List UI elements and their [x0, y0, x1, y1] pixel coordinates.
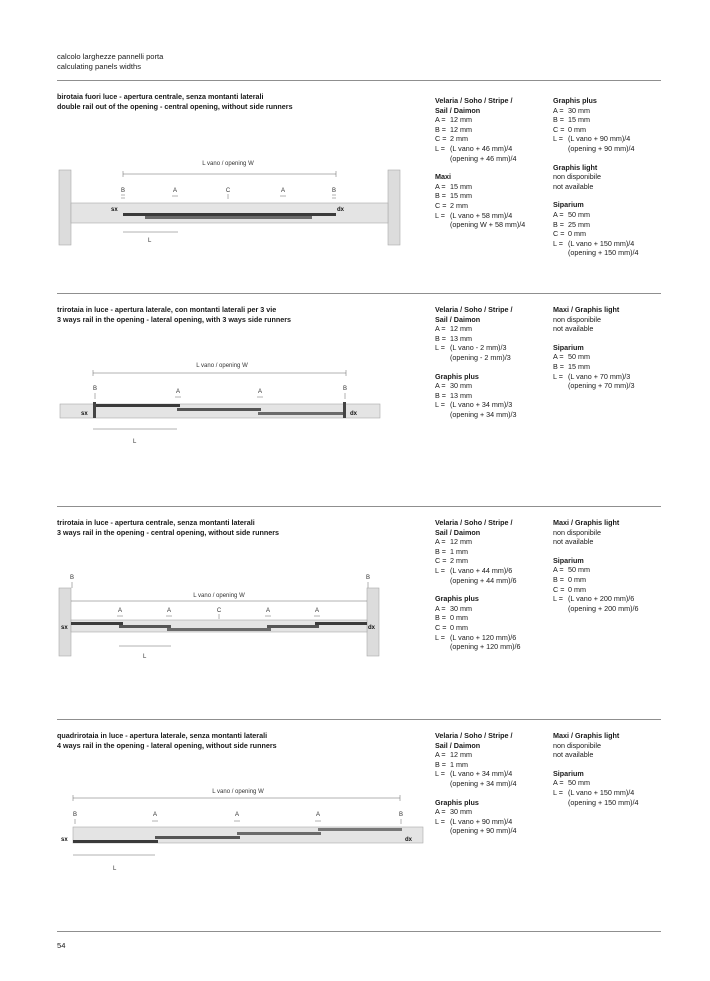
- spec-row: [553, 585, 639, 595]
- spec-value: 15 mm: [568, 115, 590, 125]
- page-title-en: calculating panels widths: [57, 61, 142, 71]
- spec-value: 0 mm: [568, 229, 586, 239]
- spec-group-title: Sail / Daimon: [435, 740, 481, 750]
- spec-value: (L vano + 90 mm)/4: [568, 134, 631, 144]
- spec-value: 50 mm: [568, 778, 590, 788]
- spec-row: [435, 817, 517, 827]
- spec-value-continuation: (opening + 90 mm)/4: [568, 143, 635, 153]
- panel-width-label: L: [148, 238, 152, 244]
- left-jamb: [59, 588, 71, 656]
- spec-key: B =: [435, 390, 446, 400]
- left-side-label: sx: [111, 207, 118, 213]
- spec-key: B =: [553, 574, 564, 584]
- spec-row: [435, 633, 521, 643]
- marker-b: B: [120, 188, 126, 194]
- spec-value: 0 mm: [450, 613, 468, 623]
- spec-note: non disponibile: [553, 172, 601, 182]
- spec-value: 15 mm: [450, 191, 472, 201]
- spec-value-continuation: (opening + 150 mm)/4: [568, 797, 639, 807]
- opening-width-label: L vano / opening W: [196, 363, 248, 369]
- marker-b: B: [331, 188, 337, 194]
- section-title-it: quadrirotaia in luce - apertura laterale, senza montanti laterali: [57, 731, 268, 740]
- opening-width-label: L vano / opening W: [193, 593, 245, 599]
- right-jamb: [388, 170, 400, 245]
- spec-value: (L vano + 58 mm)/4: [450, 210, 513, 220]
- spec-row: [435, 760, 517, 770]
- spec-value: 0 mm: [568, 584, 586, 594]
- marker-a: A: [280, 188, 286, 194]
- section-title-it: trirotaia in luce - apertura centrale, senza montanti laterali: [57, 518, 255, 527]
- spec-group-title: Maxi / Graphis light: [553, 518, 620, 527]
- section-title-it: birotaia fuori luce - apertura centrale, senza montanti laterali: [57, 92, 264, 101]
- spec-value: (L vano + 120 mm)/6: [450, 632, 517, 642]
- door-panel: [145, 216, 230, 219]
- spec-key: A =: [553, 778, 564, 788]
- spec-value-continuation: (opening + 90 mm)/4: [450, 826, 517, 836]
- spec-group-title: Sail / Daimon: [435, 105, 481, 115]
- spec-row: [553, 115, 639, 125]
- left-side-label: sx: [81, 411, 88, 417]
- panel-width-label: L: [113, 866, 117, 872]
- marker-a: A: [234, 812, 240, 818]
- spec-key: L =: [553, 238, 563, 248]
- spec-value: 30 mm: [450, 381, 472, 391]
- spec-value: 30 mm: [450, 603, 472, 613]
- spec-row: [435, 134, 525, 144]
- spec-group-title: Velaria / Soho / Stripe /: [435, 731, 513, 740]
- spec-key: L =: [435, 143, 445, 153]
- spec-note: not available: [553, 324, 594, 334]
- marker-c: C: [225, 188, 231, 194]
- spec-row: [553, 125, 639, 135]
- right-jamb: [367, 588, 379, 656]
- spec-key: A =: [435, 537, 446, 547]
- spec-group-title: Maxi: [435, 172, 451, 182]
- spec-value-continuation: (opening W + 58 mm)/4: [450, 220, 526, 230]
- spec-key: L =: [435, 400, 445, 410]
- door-panel: [230, 216, 312, 219]
- spec-group-title: Velaria / Soho / Stripe /: [435, 96, 513, 105]
- marker-a: A: [257, 389, 263, 395]
- rail-diagram: [55, 358, 385, 453]
- spec-row: [435, 613, 521, 623]
- spec-value-continuation: (opening + 120 mm)/6: [450, 642, 521, 652]
- spec-group-title: Graphis plus: [553, 96, 597, 105]
- spec-key: C =: [435, 556, 447, 566]
- spec-key: A =: [553, 352, 564, 362]
- spec-group: [553, 305, 635, 334]
- spec-column: [435, 731, 517, 845]
- spec-key: L =: [553, 787, 563, 797]
- spec-note: not available: [553, 181, 594, 191]
- spec-row: [435, 807, 517, 817]
- spec-row: [435, 400, 517, 410]
- spec-key: B =: [435, 333, 446, 343]
- spec-value: 2 mm: [450, 556, 468, 566]
- marker-b: B: [365, 575, 371, 581]
- spec-group: [435, 172, 525, 230]
- spec-value: (L vano + 44 mm)/6: [450, 565, 513, 575]
- spec-column: [553, 731, 639, 816]
- spec-value: 15 mm: [568, 361, 590, 371]
- marker-b: B: [342, 386, 348, 392]
- spec-row: [553, 565, 639, 575]
- door-panel: [119, 625, 171, 628]
- spec-group-title: Sail / Daimon: [435, 527, 481, 537]
- spec-key: L =: [553, 594, 563, 604]
- spec-value-continuation: (opening + 70 mm)/3: [568, 381, 635, 391]
- opening-width-label: L vano / opening W: [202, 161, 254, 167]
- left-side-label: sx: [61, 837, 68, 843]
- spec-group-title: Siparium: [553, 200, 584, 210]
- left-jamb: [59, 170, 71, 245]
- spec-row: [435, 324, 517, 334]
- spec-value: (L vano + 46 mm)/4: [450, 143, 513, 153]
- spec-row: [553, 239, 639, 249]
- spec-value-continuation: (opening + 34 mm)/4: [450, 778, 517, 788]
- spec-value: 0 mm: [450, 622, 468, 632]
- right-side-label: dx: [350, 411, 358, 417]
- spec-key: B =: [435, 124, 446, 134]
- spec-value: 25 mm: [568, 219, 590, 229]
- spec-key: A =: [435, 324, 446, 334]
- panel-width-label: L: [143, 654, 147, 660]
- section-title-en: double rail out of the opening - central opening, without side runners: [57, 101, 293, 111]
- panel-width-label: L: [133, 439, 137, 445]
- door-panel: [123, 213, 230, 216]
- section-title-en: 3 ways rail in the opening - lateral opening, with 3 ways side runners: [57, 314, 292, 324]
- spec-note: not available: [553, 750, 594, 760]
- spec-key: B =: [435, 759, 446, 769]
- spec-group: [435, 372, 517, 420]
- door-panel: [258, 412, 343, 415]
- spec-value: (L vano + 70 mm)/3: [568, 371, 631, 381]
- section-title: [57, 518, 279, 537]
- spec-key: L =: [435, 816, 445, 826]
- spec-row: [553, 372, 635, 382]
- spec-value-continuation: (opening + 46 mm)/4: [450, 153, 517, 163]
- section-title-en: 4 ways rail in the opening - lateral opening, without side runners: [57, 740, 277, 750]
- spec-value: 12 mm: [450, 324, 472, 334]
- spec-row: [435, 334, 517, 344]
- spec-group: [553, 200, 639, 258]
- door-panel: [73, 840, 158, 843]
- spec-group-title: Graphis plus: [435, 594, 479, 604]
- spec-row: [553, 362, 635, 372]
- marker-a: A: [315, 812, 321, 818]
- spec-row: [435, 547, 521, 557]
- spec-key: C =: [435, 200, 447, 210]
- marker-a: A: [172, 188, 178, 194]
- marker-a: A: [175, 389, 181, 395]
- door-panel: [267, 625, 319, 628]
- spec-row: [435, 556, 521, 566]
- spec-row: [435, 115, 525, 125]
- spec-row: [435, 201, 525, 211]
- spec-key: L =: [435, 632, 445, 642]
- spec-row: [435, 191, 525, 201]
- spec-value: (L vano + 150 mm)/4: [568, 787, 635, 797]
- spec-row: [553, 229, 639, 239]
- spec-row: [435, 537, 521, 547]
- marker-a: A: [166, 608, 172, 614]
- spec-group: [435, 518, 521, 585]
- spec-value: 12 mm: [450, 124, 472, 134]
- spec-value: (L vano + 34 mm)/4: [450, 769, 513, 779]
- spec-row: [435, 769, 517, 779]
- spec-value: 12 mm: [450, 750, 472, 760]
- spec-group: [435, 798, 517, 836]
- spec-column: [435, 305, 517, 429]
- spec-group: [553, 96, 639, 154]
- left-side-label: sx: [61, 625, 68, 631]
- spec-row: [435, 623, 521, 633]
- spec-key: L =: [435, 565, 445, 575]
- spec-key: A =: [435, 115, 446, 125]
- marker-a: A: [265, 608, 271, 614]
- spec-value: (L vano + 150 mm)/4: [568, 238, 635, 248]
- section-rule: [57, 506, 661, 507]
- spec-group: [553, 518, 639, 547]
- spec-note: not available: [553, 537, 594, 547]
- spec-row: [435, 750, 517, 760]
- spec-group-title: Velaria / Soho / Stripe /: [435, 305, 513, 314]
- spec-column: [553, 518, 639, 622]
- spec-row: [553, 575, 639, 585]
- spec-key: A =: [435, 381, 446, 391]
- spec-key: B =: [553, 361, 564, 371]
- marker-b: B: [398, 812, 404, 818]
- right-side-label: dx: [368, 625, 376, 631]
- spec-key: L =: [553, 134, 563, 144]
- spec-row: [553, 220, 639, 230]
- spec-value: 30 mm: [568, 105, 590, 115]
- spec-column: [553, 305, 635, 400]
- spec-key: L =: [553, 371, 563, 381]
- spec-value: 0 mm: [568, 124, 586, 134]
- spec-row: [435, 566, 521, 576]
- spec-value-continuation: (opening + 150 mm)/4: [568, 248, 639, 258]
- spec-value: (L vano + 90 mm)/4: [450, 816, 513, 826]
- section-title-it: trirotaia in luce - apertura laterale, con montanti laterali per 3 vie: [57, 305, 277, 314]
- door-panel: [315, 622, 367, 625]
- door-panel: [219, 628, 271, 631]
- spec-key: B =: [435, 613, 446, 623]
- door-panel: [230, 213, 336, 216]
- spec-group-title: Maxi / Graphis light: [553, 305, 620, 314]
- right-side-label: dx: [405, 837, 413, 843]
- spec-row: [553, 778, 639, 788]
- spec-key: B =: [435, 546, 446, 556]
- spec-value-continuation: (opening + 200 mm)/6: [568, 603, 639, 613]
- spec-group-title: Graphis plus: [435, 371, 479, 381]
- spec-group: [553, 163, 639, 192]
- page-title-it: calcolo larghezze pannelli porta: [57, 52, 164, 61]
- spec-key: C =: [553, 584, 565, 594]
- spec-row: [553, 210, 639, 220]
- page-number: 54: [57, 941, 66, 950]
- rail-diagram: [55, 782, 425, 877]
- spec-value: (L vano + 34 mm)/3: [450, 400, 513, 410]
- door-panel: [155, 836, 240, 839]
- spec-group: [553, 556, 639, 614]
- door-panel: [318, 828, 402, 831]
- spec-row: [435, 182, 525, 192]
- spec-group-title: Sail / Daimon: [435, 314, 481, 324]
- spec-key: A =: [553, 209, 564, 219]
- marker-a: A: [117, 608, 123, 614]
- spec-value: 1 mm: [450, 759, 468, 769]
- spec-note: non disponibile: [553, 740, 601, 750]
- marker-b: B: [92, 386, 98, 392]
- marker-a: A: [152, 812, 158, 818]
- side-runner: [343, 402, 346, 418]
- spec-group-title: Siparium: [553, 555, 584, 565]
- spec-key: A =: [435, 807, 446, 817]
- spec-value: (L vano + 200 mm)/6: [568, 594, 635, 604]
- spec-value: 13 mm: [450, 390, 472, 400]
- spec-group-title: Maxi / Graphis light: [553, 731, 620, 740]
- spec-value: 15 mm: [450, 181, 472, 191]
- spec-value: 50 mm: [568, 352, 590, 362]
- section-title: [57, 92, 293, 111]
- section-title: [57, 731, 277, 750]
- marker-c: C: [216, 608, 222, 614]
- spec-value: 2 mm: [450, 134, 468, 144]
- spec-key: C =: [435, 622, 447, 632]
- right-side-label: dx: [337, 207, 345, 213]
- spec-group: [435, 594, 521, 652]
- rail-diagram: [55, 570, 385, 665]
- marker-b: B: [72, 812, 78, 818]
- spec-value: 12 mm: [450, 537, 472, 547]
- page-header: [57, 52, 163, 71]
- door-panel: [96, 404, 180, 407]
- spec-key: A =: [435, 181, 446, 191]
- spec-group-title: Graphis plus: [435, 797, 479, 807]
- spec-row: [435, 144, 525, 154]
- spec-row: [553, 106, 639, 116]
- spec-group-title: Siparium: [553, 342, 584, 352]
- spec-row: [553, 594, 639, 604]
- spec-key: C =: [435, 134, 447, 144]
- marker-a: A: [314, 608, 320, 614]
- spec-key: L =: [435, 343, 445, 353]
- section-title-en: 3 ways rail in the opening - central opening, without side runners: [57, 527, 280, 537]
- spec-value: (L vano - 2 mm)/3: [450, 343, 507, 353]
- spec-group: [553, 731, 639, 760]
- door-panel: [177, 408, 261, 411]
- spec-group: [553, 769, 639, 807]
- spec-row: [435, 604, 521, 614]
- rail-diagram: [55, 155, 395, 250]
- opening-width-label: L vano / opening W: [212, 789, 264, 795]
- spec-key: B =: [435, 191, 446, 201]
- spec-value: 0 mm: [568, 574, 586, 584]
- spec-group: [435, 731, 517, 789]
- spec-key: C =: [553, 124, 565, 134]
- spec-value-continuation: (opening - 2 mm)/3: [450, 352, 511, 362]
- spec-value-continuation: (opening + 34 mm)/3: [450, 409, 517, 419]
- spec-note: non disponibile: [553, 314, 601, 324]
- spec-group-title: Siparium: [553, 768, 584, 778]
- spec-key: B =: [553, 115, 564, 125]
- spec-value: 13 mm: [450, 333, 472, 343]
- spec-group: [553, 343, 635, 391]
- marker-b: B: [69, 575, 75, 581]
- spec-row: [435, 381, 517, 391]
- spec-row: [435, 391, 517, 401]
- door-panel: [167, 628, 219, 631]
- spec-key: B =: [553, 219, 564, 229]
- spec-group-title: Velaria / Soho / Stripe /: [435, 518, 513, 527]
- spec-group: [435, 96, 525, 163]
- spec-value: 2 mm: [450, 200, 468, 210]
- spec-column: [435, 518, 521, 661]
- spec-key: A =: [435, 750, 446, 760]
- spec-row: [435, 343, 517, 353]
- spec-value: 50 mm: [568, 209, 590, 219]
- side-runner: [93, 402, 96, 418]
- spec-group: [435, 305, 517, 363]
- door-panel: [237, 832, 321, 835]
- spec-value: 1 mm: [450, 546, 468, 556]
- spec-row: [435, 211, 525, 221]
- spec-value: 12 mm: [450, 115, 472, 125]
- section-rule: [57, 293, 661, 294]
- spec-note: non disponibile: [553, 527, 601, 537]
- section-title: [57, 305, 291, 324]
- spec-value: 50 mm: [568, 565, 590, 575]
- footer-rule: [57, 931, 661, 932]
- spec-row: [553, 352, 635, 362]
- spec-value-continuation: (opening + 44 mm)/6: [450, 575, 517, 585]
- spec-key: C =: [553, 229, 565, 239]
- spec-row: [553, 788, 639, 798]
- spec-column: [435, 96, 525, 239]
- spec-column: [553, 96, 639, 267]
- spec-group-title: Graphis light: [553, 162, 598, 172]
- spec-row: [553, 134, 639, 144]
- spec-row: [435, 125, 525, 135]
- door-panel: [71, 622, 123, 625]
- spec-key: A =: [553, 105, 564, 115]
- header-rule: [57, 80, 661, 81]
- spec-key: L =: [435, 210, 445, 220]
- spec-key: A =: [553, 565, 564, 575]
- spec-value: 30 mm: [450, 807, 472, 817]
- spec-key: A =: [435, 603, 446, 613]
- section-rule: [57, 719, 661, 720]
- spec-key: L =: [435, 769, 445, 779]
